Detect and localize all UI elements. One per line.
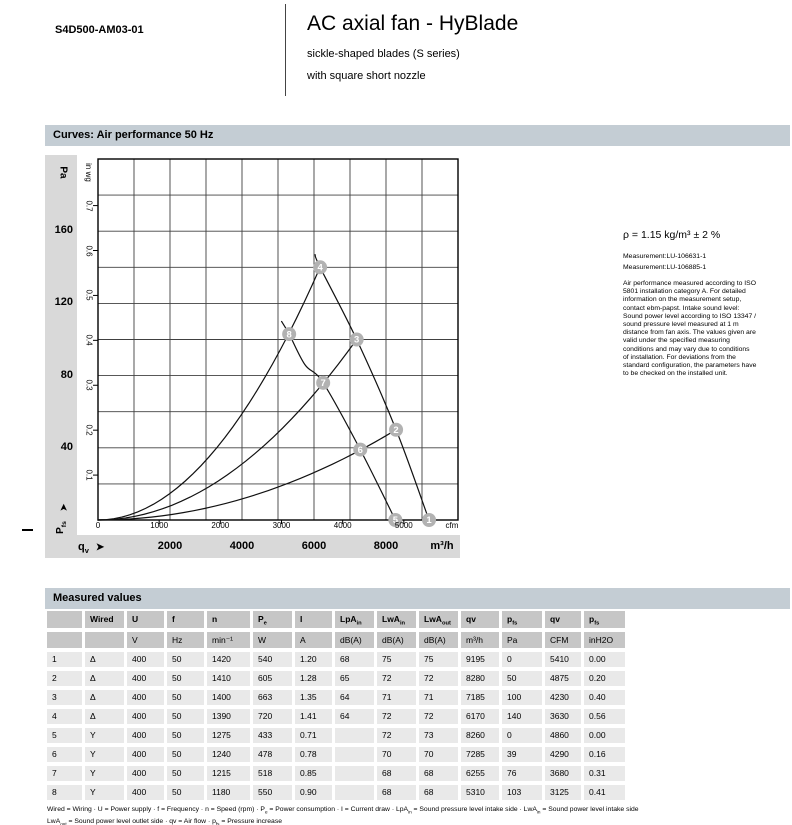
table-cell: 1.20	[295, 652, 332, 667]
operating-point-marker	[350, 333, 364, 347]
table-cell: 1.41	[295, 709, 332, 724]
m3h-tick-label: 8000	[373, 540, 399, 552]
unit-cell: W	[253, 632, 292, 648]
pfs-axis-arrow: ➤	[58, 503, 69, 512]
pa-tick-label: 160	[54, 224, 73, 237]
cfm-tick-label: 1000	[150, 521, 169, 530]
table-cell: Δ	[85, 652, 124, 667]
unit-cell: inH2O	[584, 632, 625, 648]
table-cell: 0.90	[295, 785, 332, 800]
table-cell: 4230	[545, 690, 581, 705]
table-cell: 6170	[461, 709, 499, 724]
unit-cell: dB(A)	[335, 632, 374, 648]
table-footnote-line-2: LwA$_{out}$ = Sound power level outlet side · qv = Air flow · $p_{fs}$ = Pressure increase	[47, 818, 283, 825]
unit-cell: V	[127, 632, 164, 648]
table-cell: Δ	[85, 709, 124, 724]
table-cell: 540	[253, 652, 292, 667]
unit-cell	[85, 632, 124, 648]
subtitle-blades: sickle-shaped blades (S series)	[307, 48, 460, 60]
cfm-unit-label: cfm	[445, 521, 459, 530]
inwg-axis-unit: in wg	[83, 163, 93, 182]
measured-values-table	[47, 611, 625, 800]
table-cell: Y	[85, 785, 124, 800]
table-cell: 72	[419, 709, 458, 724]
unit-cell: Hz	[167, 632, 204, 648]
m3h-tick-label: 2000	[157, 540, 183, 552]
operating-point-marker	[389, 423, 403, 437]
pa-tick-label: 40	[60, 440, 73, 453]
operating-point-marker	[316, 376, 330, 390]
table-cell: 72	[377, 709, 416, 724]
subtitle-nozzle: with square short nozzle	[307, 70, 426, 82]
table-cell: 75	[377, 652, 416, 667]
table-cell: 140	[502, 709, 542, 724]
header-cell: n	[207, 611, 250, 628]
inwg-tick-label: 0.7	[84, 200, 94, 212]
svg-text:6: 6	[357, 444, 363, 456]
table-cell: 68	[335, 652, 374, 667]
header-cell: f	[167, 611, 204, 628]
pfs-axis-label: $P_{fs}$	[54, 521, 68, 534]
table-cell-rownum: 6	[47, 747, 82, 762]
table-cell: 400	[127, 785, 164, 800]
table-cell: 50	[167, 709, 204, 724]
svg-text:5: 5	[392, 515, 399, 527]
fan-curve-star	[282, 321, 399, 520]
page-title: AC axial fan - HyBlade	[307, 12, 519, 35]
table-cell: 4875	[545, 671, 581, 686]
inwg-tick-label: 0.1	[84, 469, 94, 481]
table-cell: 0.41	[584, 785, 625, 800]
svg-text:7: 7	[320, 378, 326, 390]
qv-axis-arrow: ➤	[95, 542, 105, 553]
table-cell: Y	[85, 747, 124, 762]
table-cell: 103	[502, 785, 542, 800]
unit-cell: Pa	[502, 632, 542, 648]
table-cell: Y	[85, 728, 124, 743]
table-cell	[335, 766, 374, 781]
table-cell: 5410	[545, 652, 581, 667]
table-cell: 70	[377, 747, 416, 762]
inwg-tick-label: 0.2	[84, 424, 94, 436]
measurement-note-2: Measurement:LU-106885-1	[623, 264, 707, 271]
table-cell: 4290	[545, 747, 581, 762]
table-footnote-line-1: Wired = Wiring · U = Power supply · f = Frequency · n = Speed $(rpm) \cdot P_e$ = Power consumption · I = Current draw · LpA$_{in}$ = Sound pressure level intake side · LwA$_{in}$ = Sound power level intake side	[47, 806, 639, 815]
pa-axis-unit: Pa	[57, 166, 69, 179]
table-cell: 50	[167, 747, 204, 762]
table-cell-rownum: 4	[47, 709, 82, 724]
table-cell: 8280	[461, 671, 499, 686]
table-cell: 72	[377, 671, 416, 686]
table-cell-rownum: 2	[47, 671, 82, 686]
table-cell: 0.40	[584, 690, 625, 705]
table-cell: 1275	[207, 728, 250, 743]
header-cell: LwA$_{out}$	[419, 611, 458, 628]
table-cell: 478	[253, 747, 292, 762]
operating-point-marker	[313, 260, 327, 274]
unit-cell: dB(A)	[377, 632, 416, 648]
m3h-unit-label: m³/h	[430, 540, 454, 552]
table-cell	[335, 785, 374, 800]
table-cell: 433	[253, 728, 292, 743]
pa-tick-label: 80	[60, 368, 73, 381]
table-cell: 70	[419, 747, 458, 762]
operating-point-marker	[422, 513, 436, 527]
table-cell: 72	[419, 671, 458, 686]
unit-cell: min⁻¹	[207, 632, 250, 648]
operating-point-marker	[353, 443, 367, 457]
svg-text:8: 8	[286, 329, 292, 341]
table-cell: 0.00	[584, 728, 625, 743]
cfm-tick-label: 0	[95, 521, 101, 530]
table-cell: 550	[253, 785, 292, 800]
table-cell-rownum: 7	[47, 766, 82, 781]
table-cell	[335, 747, 374, 762]
air-performance-chart	[45, 155, 460, 558]
cfm-tick-label: 5000	[394, 521, 413, 530]
header-cell: qv	[545, 611, 581, 628]
table-cell-rownum: 8	[47, 785, 82, 800]
table-cell: 1420	[207, 652, 250, 667]
table-cell: 0.00	[584, 652, 625, 667]
table-cell: 1240	[207, 747, 250, 762]
table-cell: 400	[127, 671, 164, 686]
table-cell: 9195	[461, 652, 499, 667]
table-cell: 73	[419, 728, 458, 743]
table-cell: 1390	[207, 709, 250, 724]
table-cell: 68	[377, 766, 416, 781]
table-cell: 400	[127, 690, 164, 705]
table-cell: 0.85	[295, 766, 332, 781]
cfm-tick-label: 4000	[333, 521, 352, 530]
table-cell: 64	[335, 690, 374, 705]
inwg-tick-label: 0.4	[84, 334, 94, 346]
table-cell: Δ	[85, 671, 124, 686]
fan-curve-delta	[315, 255, 429, 520]
table-cell: 64	[335, 709, 374, 724]
table-cell: 0.56	[584, 709, 625, 724]
table-cell-rownum: 5	[47, 728, 82, 743]
header-cell: Wired	[85, 611, 124, 628]
header-cell: U	[127, 611, 164, 628]
table-cell: 1180	[207, 785, 250, 800]
table-cell: 71	[377, 690, 416, 705]
header-cell: LpA$_{in}$	[335, 611, 374, 628]
table-cell: 8260	[461, 728, 499, 743]
header-cell: $p_{fs}$	[502, 611, 542, 628]
table-cell: 605	[253, 671, 292, 686]
inwg-tick-label: 0.3	[84, 379, 94, 391]
table-cell: 50	[167, 652, 204, 667]
table-cell: 400	[127, 766, 164, 781]
table-cell: 72	[377, 728, 416, 743]
table-cell: 663	[253, 690, 292, 705]
pa-tick-label: 120	[54, 296, 73, 309]
table-cell: 400	[127, 728, 164, 743]
table-cell: Y	[85, 766, 124, 781]
operating-point-marker	[282, 327, 296, 341]
table-cell: 50	[167, 728, 204, 743]
section-bar-curves: Curves: Air performance 50 Hz	[45, 125, 790, 146]
table-cell: 400	[127, 747, 164, 762]
svg-text:1: 1	[426, 515, 432, 527]
margin-dash	[22, 529, 33, 531]
table-cell: 7285	[461, 747, 499, 762]
header-cell: I	[295, 611, 332, 628]
unit-cell: A	[295, 632, 332, 648]
table-cell: 720	[253, 709, 292, 724]
header-cell	[47, 611, 82, 628]
table-cell: 400	[127, 709, 164, 724]
table-cell: 68	[419, 766, 458, 781]
svg-text:3: 3	[354, 334, 360, 346]
table-cell: 0.71	[295, 728, 332, 743]
table-cell: 7185	[461, 690, 499, 705]
table-cell	[335, 728, 374, 743]
table-cell: 50	[167, 785, 204, 800]
table-cell: 50	[167, 671, 204, 686]
unit-cell: CFM	[545, 632, 581, 648]
unit-cell: dB(A)	[419, 632, 458, 648]
table-cell: 1410	[207, 671, 250, 686]
table-cell: 1215	[207, 766, 250, 781]
table-cell: 3630	[545, 709, 581, 724]
header-divider	[285, 4, 286, 96]
table-cell: 68	[419, 785, 458, 800]
table-cell: 39	[502, 747, 542, 762]
table-cell: 1.28	[295, 671, 332, 686]
header-cell: $p_{fs}$	[584, 611, 625, 628]
table-cell: 71	[419, 690, 458, 705]
table-cell: Δ	[85, 690, 124, 705]
inwg-tick-label: 0.5	[84, 289, 94, 301]
table-cell: 0.31	[584, 766, 625, 781]
table-cell: 400	[127, 652, 164, 667]
table-cell: 3125	[545, 785, 581, 800]
header-cell: $P_e$	[253, 611, 292, 628]
table-cell: 5310	[461, 785, 499, 800]
svg-text:4: 4	[317, 262, 323, 274]
section-bar-measured: Measured values	[45, 588, 790, 609]
table-cell: 4860	[545, 728, 581, 743]
table-cell: 65	[335, 671, 374, 686]
cfm-tick-label: 2000	[211, 521, 230, 530]
measurement-paragraph: Air performance measured according to ISO 5801 installation category A. For detailed information on the measurement setup, contact ebm-papst. Intake sound level: Sound power level according to ISO 13347 / sound pressure level measured at 1 m distance from fan axis. The values given are valid under the specified measuring conditions and may vary due to conditions of installation. For deviations from the standard configuration, the parameters have to be checked on the installed unit.	[623, 280, 757, 378]
table-cell: 0	[502, 652, 542, 667]
table-cell: 0.78	[295, 747, 332, 762]
table-cell: 100	[502, 690, 542, 705]
density-note: ρ = 1.15 kg/m³ ± 2 %	[623, 229, 721, 241]
table-cell: 50	[167, 690, 204, 705]
qv-axis-label: $q_v$ ➤	[78, 541, 105, 556]
table-cell: 68	[377, 785, 416, 800]
header-cell: LwA$_{in}$	[377, 611, 416, 628]
system-curve-1	[98, 267, 320, 520]
table-cell: 0	[502, 728, 542, 743]
table-cell: 75	[419, 652, 458, 667]
table-cell: 6255	[461, 766, 499, 781]
table-cell-rownum: 1	[47, 652, 82, 667]
inwg-tick-label: 0.6	[84, 244, 94, 257]
unit-cell: m³/h	[461, 632, 499, 648]
part-number: S4D500-AM03-01	[55, 24, 144, 36]
table-cell: 1400	[207, 690, 250, 705]
unit-cell	[47, 632, 82, 648]
table-cell: 1.35	[295, 690, 332, 705]
cfm-tick-label: 3000	[272, 521, 291, 530]
table-cell: 50	[502, 671, 542, 686]
header-cell: qv	[461, 611, 499, 628]
m3h-tick-label: 4000	[229, 540, 255, 552]
svg-text:2: 2	[393, 424, 399, 436]
table-cell: 518	[253, 766, 292, 781]
measurement-note-1: Measurement:LU-106631-1	[623, 253, 707, 260]
table-cell: 3680	[545, 766, 581, 781]
table-cell: 76	[502, 766, 542, 781]
system-curve-3	[98, 430, 396, 520]
table-cell: 0.20	[584, 671, 625, 686]
table-cell: 0.16	[584, 747, 625, 762]
m3h-tick-label: 6000	[301, 540, 327, 552]
system-curve-2	[98, 340, 357, 521]
table-cell: 50	[167, 766, 204, 781]
table-cell-rownum: 3	[47, 690, 82, 705]
chart-left-band	[45, 155, 77, 558]
